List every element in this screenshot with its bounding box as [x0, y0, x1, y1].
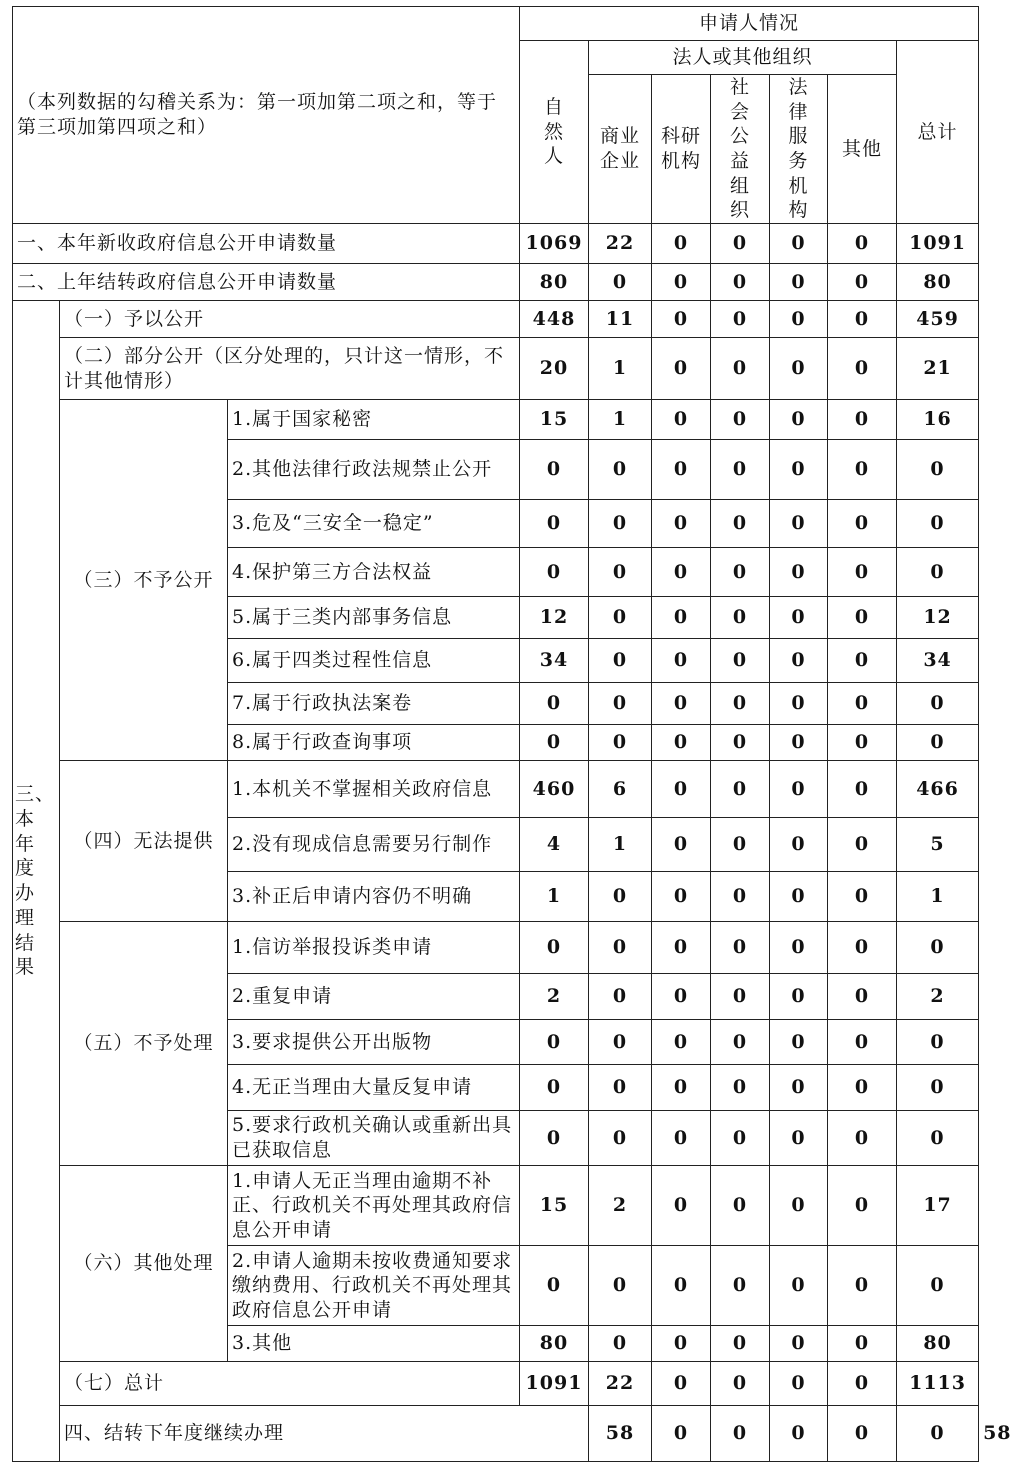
cell: 0	[897, 683, 979, 725]
cell: 0	[520, 1020, 589, 1065]
cell: 0	[652, 440, 711, 500]
cell: 0	[828, 974, 897, 1020]
row-label: 四、结转下年度继续办理	[60, 1406, 589, 1462]
cell: 0	[652, 1020, 711, 1065]
cell: 0	[897, 1246, 979, 1326]
cell: 21	[897, 338, 979, 400]
cell: 0	[828, 639, 897, 683]
cell: 0	[770, 301, 828, 338]
cell: 0	[897, 440, 979, 500]
cell: 1	[897, 872, 979, 922]
cell: 0	[770, 872, 828, 922]
cell: 0	[770, 922, 828, 974]
cell: 0	[589, 548, 652, 597]
cell: 0	[520, 500, 589, 548]
cell: 0	[897, 1020, 979, 1065]
cell: 0	[770, 500, 828, 548]
table-row	[13, 264, 979, 301]
cell: 0	[589, 639, 652, 683]
cell: 0	[520, 440, 589, 500]
cell: 5	[897, 818, 979, 872]
row-label: （二）部分公开（区分处理的，只计这一情形，不计其他情形）	[60, 338, 520, 400]
cell: 0	[652, 548, 711, 597]
cell: 0	[711, 1326, 770, 1362]
col-commercial: 商业企业	[589, 75, 652, 224]
group-label: （五）不予处理	[60, 922, 228, 1166]
cell: 2	[589, 1166, 652, 1246]
cell: 12	[897, 597, 979, 639]
cell: 0	[589, 597, 652, 639]
cell: 12	[520, 597, 589, 639]
cell: 0	[589, 683, 652, 725]
row-label: 二、上年结转政府信息公开申请数量	[13, 264, 520, 301]
cell: 0	[828, 1326, 897, 1362]
cell: 466	[897, 761, 979, 818]
cell: 0	[828, 1065, 897, 1111]
cell: 0	[828, 1166, 897, 1246]
cell: 0	[828, 761, 897, 818]
cell: 0	[589, 922, 652, 974]
section3-label: 三、本年度办理结果	[13, 301, 60, 1462]
cell: 16	[897, 400, 979, 440]
cell: 0	[520, 1065, 589, 1111]
cell: 0	[520, 725, 589, 761]
cell: 0	[652, 264, 711, 301]
cell: 460	[520, 761, 589, 818]
cell: 0	[770, 548, 828, 597]
cell: 0	[828, 500, 897, 548]
disclosure-table	[12, 6, 1012, 1462]
cell: 0	[711, 872, 770, 922]
cell: 22	[589, 1362, 652, 1406]
cell: 17	[897, 1166, 979, 1246]
cell: 0	[770, 224, 828, 264]
row-label: 1.本机关不掌握相关政府信息	[228, 761, 520, 818]
table-row: 四、结转下年度继续办理 58 0 0 0 0 0 58	[13, 1406, 979, 1462]
cell: 0	[652, 683, 711, 725]
cell: 0	[652, 1111, 711, 1166]
cell: 4	[520, 818, 589, 872]
cell: 0	[828, 1406, 897, 1462]
cell: 0	[652, 400, 711, 440]
cell: 0	[711, 301, 770, 338]
cell: 80	[897, 1326, 979, 1362]
cell: 0	[652, 818, 711, 872]
table-row	[13, 1362, 979, 1406]
row-label: 4.无正当理由大量反复申请	[228, 1065, 520, 1111]
row-label: 1.属于国家秘密	[228, 400, 520, 440]
table-row	[13, 224, 979, 264]
cell: 0	[652, 1246, 711, 1326]
cell: 0	[711, 338, 770, 400]
cell: 15	[520, 1166, 589, 1246]
cell: 1	[589, 338, 652, 400]
col-public-welfare: 社会公益组织	[711, 75, 770, 224]
cell: 0	[897, 1406, 979, 1462]
cell: 0	[897, 500, 979, 548]
cell: 0	[770, 725, 828, 761]
cell: 0	[770, 761, 828, 818]
cell: 0	[770, 338, 828, 400]
cell: 1	[520, 872, 589, 922]
cell: 0	[711, 440, 770, 500]
cell: 15	[520, 400, 589, 440]
row-label: 3.要求提供公开出版物	[228, 1020, 520, 1065]
cell: 0	[711, 761, 770, 818]
group-label: （四）无法提供	[60, 761, 228, 922]
cell: 0	[828, 338, 897, 400]
cell: 6	[589, 761, 652, 818]
cell: 0	[589, 872, 652, 922]
row-label: 4.保护第三方合法权益	[228, 548, 520, 597]
cell: 0	[770, 683, 828, 725]
row-label: 1.申请人无正当理由逾期不补正、行政机关不再处理其政府信息公开申请	[228, 1166, 520, 1246]
cell: 0	[711, 224, 770, 264]
cell: 0	[828, 1020, 897, 1065]
cell: 1091	[520, 1362, 589, 1406]
cell: 0	[652, 224, 711, 264]
cell: 2	[897, 974, 979, 1020]
cell: 0	[711, 1166, 770, 1246]
group-label: （六）其他处理	[60, 1166, 228, 1362]
table-row	[13, 1166, 979, 1246]
applicant-info-header: 申请人情况	[520, 7, 979, 41]
cell: 0	[828, 818, 897, 872]
cell: 0	[770, 818, 828, 872]
cell: 0	[770, 1111, 828, 1166]
cell: 2	[520, 974, 589, 1020]
cell: 0	[711, 1111, 770, 1166]
cell: 0	[711, 1246, 770, 1326]
cell: 0	[589, 725, 652, 761]
cell: 80	[520, 264, 589, 301]
cell: 0	[770, 1326, 828, 1362]
cell: 0	[828, 224, 897, 264]
cell: 448	[520, 301, 589, 338]
col-legal-service: 法律服务机构	[770, 75, 828, 224]
cell: 0	[711, 597, 770, 639]
col-research: 科研机构	[652, 75, 711, 224]
col-natural-person: 自然人	[520, 41, 589, 224]
cell: 0	[770, 1362, 828, 1406]
cell: 0	[770, 974, 828, 1020]
cell: 0	[711, 974, 770, 1020]
cell: 34	[897, 639, 979, 683]
cell: 0	[652, 1065, 711, 1111]
cell: 20	[520, 338, 589, 400]
cell: 0	[711, 400, 770, 440]
cell: 0	[828, 683, 897, 725]
cell: 0	[652, 1362, 711, 1406]
cell: 0	[652, 597, 711, 639]
cell: 0	[652, 639, 711, 683]
row-label: 2.重复申请	[228, 974, 520, 1020]
row-label: 一、本年新收政府信息公开申请数量	[13, 224, 520, 264]
cell: 0	[520, 1246, 589, 1326]
cell: 0	[897, 922, 979, 974]
row-label: 3.其他	[228, 1326, 520, 1362]
row-label: （七）总计	[60, 1362, 520, 1406]
cell: 0	[652, 301, 711, 338]
cell: 0	[652, 725, 711, 761]
group-label: （三）不予公开	[60, 400, 228, 761]
cell: 0	[520, 683, 589, 725]
cell: 459	[897, 301, 979, 338]
cell: 0	[711, 1065, 770, 1111]
cell: 0	[589, 1111, 652, 1166]
row-label: 2.没有现成信息需要另行制作	[228, 818, 520, 872]
cell: 0	[711, 725, 770, 761]
cell: 0	[828, 548, 897, 597]
col-other: 其他	[828, 75, 897, 224]
row-label: （一）予以公开	[60, 301, 520, 338]
cell: 1113	[897, 1362, 979, 1406]
cell: 0	[828, 1362, 897, 1406]
cell: 0	[711, 548, 770, 597]
cell: 0	[897, 1065, 979, 1111]
cell: 0	[711, 639, 770, 683]
cell: 0	[652, 1166, 711, 1246]
cell: 0	[711, 264, 770, 301]
cell: 0	[589, 1065, 652, 1111]
row-label: 5.属于三类内部事务信息	[228, 597, 520, 639]
cell: 80	[520, 1326, 589, 1362]
cell: 0	[770, 639, 828, 683]
cell: 0	[652, 922, 711, 974]
table-row	[13, 301, 979, 338]
cell: 0	[828, 597, 897, 639]
cell: 22	[589, 224, 652, 264]
cell: 0	[828, 725, 897, 761]
table-row	[13, 338, 979, 400]
row-label: 3.补正后申请内容仍不明确	[228, 872, 520, 922]
cell: 1069	[520, 224, 589, 264]
cell: 0	[652, 872, 711, 922]
cell: 0	[711, 500, 770, 548]
row-label: 3.危及“三安全一稳定”	[228, 500, 520, 548]
cell: 0	[589, 1246, 652, 1326]
cell: 0	[711, 922, 770, 974]
cell: 0	[589, 974, 652, 1020]
cell: 0	[711, 1362, 770, 1406]
cell: 0	[828, 301, 897, 338]
row-label: 8.属于行政查询事项	[228, 725, 520, 761]
cell: 0	[711, 818, 770, 872]
row-label: 2.申请人逾期未按收费通知要求缴纳费用、行政机关不再处理其政府信息公开申请	[228, 1246, 520, 1326]
cell: 0	[897, 725, 979, 761]
cell: 0	[589, 1326, 652, 1362]
cell: 0	[652, 761, 711, 818]
cell: 0	[770, 1166, 828, 1246]
cell: 0	[770, 440, 828, 500]
cell: 0	[770, 1246, 828, 1326]
cell: 0	[589, 1020, 652, 1065]
cell: 0	[652, 1326, 711, 1362]
cell: 0	[897, 1111, 979, 1166]
cell: 0	[770, 264, 828, 301]
legal-entities-header: 法人或其他组织	[589, 41, 897, 75]
cell: 0	[520, 1111, 589, 1166]
cell: 0	[828, 440, 897, 500]
cell: 0	[770, 1020, 828, 1065]
cell: 0	[711, 1406, 770, 1462]
cell: 0	[589, 440, 652, 500]
cell: 0	[652, 338, 711, 400]
cell: 0	[520, 922, 589, 974]
cell: 0	[589, 500, 652, 548]
row-label: 7.属于行政执法案卷	[228, 683, 520, 725]
cell: 0	[770, 1406, 828, 1462]
cell: 0	[770, 597, 828, 639]
row-label: 1.信访举报投诉类申请	[228, 922, 520, 974]
cell: 0	[828, 400, 897, 440]
cell: 80	[897, 264, 979, 301]
cell: 1	[589, 818, 652, 872]
cell: 0	[589, 264, 652, 301]
row-label: 5.要求行政机关确认或重新出具已获取信息	[228, 1111, 520, 1166]
cell: 1	[589, 400, 652, 440]
cell: 58	[589, 1406, 652, 1462]
cell: 11	[589, 301, 652, 338]
cell: 1091	[897, 224, 979, 264]
cell: 34	[520, 639, 589, 683]
cell: 0	[828, 264, 897, 301]
row-label: 2.其他法律行政法规禁止公开	[228, 440, 520, 500]
cell: 0	[652, 500, 711, 548]
cell: 0	[770, 1065, 828, 1111]
cell: 0	[770, 400, 828, 440]
table-row	[13, 922, 979, 974]
cell: 0	[828, 1111, 897, 1166]
cell: 0	[897, 548, 979, 597]
row-label: 6.属于四类过程性信息	[228, 639, 520, 683]
table-row	[13, 761, 979, 818]
cell: 0	[652, 1406, 711, 1462]
cell: 0	[828, 872, 897, 922]
relation-note: （本列数据的勾稽关系为：第一项加第二项之和，等于第三项加第四项之和）	[13, 7, 520, 224]
cell: 0	[828, 922, 897, 974]
cell: 0	[520, 548, 589, 597]
cell: 0	[828, 1246, 897, 1326]
cell: 0	[711, 683, 770, 725]
cell: 0	[711, 1020, 770, 1065]
cell: 0	[652, 974, 711, 1020]
col-total: 总计	[897, 41, 979, 224]
table-row	[13, 400, 979, 440]
